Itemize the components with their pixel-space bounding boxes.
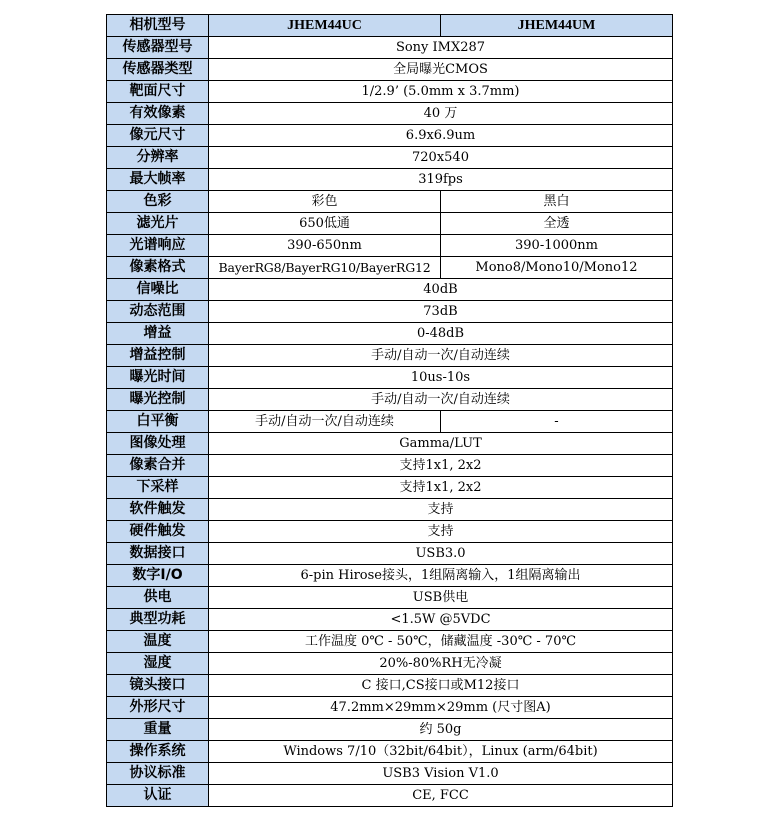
spec-label: 分辨率 [107,147,209,169]
spec-row [107,301,673,323]
spec-value-shared: 约 50g [209,719,673,741]
spec-label: 动态范围 [107,301,209,323]
spec-value-shared: 0-48dB [209,323,673,345]
spec-row [107,81,673,103]
spec-label: 镜头接口 [107,675,209,697]
spec-table [106,14,673,807]
spec-row [107,455,673,477]
spec-label: 滤光片 [107,213,209,235]
spec-label: 白平衡 [107,411,209,433]
spec-row [107,741,673,763]
spec-value-shared: 支持 [209,521,673,543]
spec-value-uc: 390-650nm [209,235,441,257]
spec-label: 最大帧率 [107,169,209,191]
spec-label: 典型功耗 [107,609,209,631]
spec-row [107,323,673,345]
spec-row [107,521,673,543]
spec-value-shared: 40dB [209,279,673,301]
spec-row [107,125,673,147]
spec-label: 像元尺寸 [107,125,209,147]
spec-label: 硬件触发 [107,521,209,543]
spec-value-shared: C 接口,CS接口或M12接口 [209,675,673,697]
spec-row [107,191,673,213]
spec-label: 重量 [107,719,209,741]
spec-label: 像素合并 [107,455,209,477]
spec-label: 色彩 [107,191,209,213]
spec-value-shared: 6-pin Hirose接头，1组隔离输入，1组隔离输出 [209,565,673,587]
spec-label: 像素格式 [107,257,209,279]
spec-value-uc: 650低通 [209,213,441,235]
spec-value-shared: 支持1x1, 2x2 [209,455,673,477]
spec-value-um: 全透 [441,213,673,235]
spec-row [107,59,673,81]
spec-row [107,389,673,411]
spec-row [107,499,673,521]
spec-value-shared: 73dB [209,301,673,323]
spec-value-shared: Gamma/LUT [209,433,673,455]
spec-label: 信噪比 [107,279,209,301]
spec-row [107,279,673,301]
spec-value-uc: 手动/自动一次/自动连续 [209,411,441,433]
spec-value-shared: 手动/自动一次/自动连续 [209,389,673,411]
spec-value-shared: 720x540 [209,147,673,169]
spec-label: 下采样 [107,477,209,499]
spec-label: 传感器型号 [107,37,209,59]
spec-value-shared: Sony IMX287 [209,37,673,59]
spec-value-uc: BayerRG8/BayerRG10/BayerRG12 [209,257,441,279]
spec-row [107,213,673,235]
spec-value-shared: 47.2mm×29mm×29mm (尺寸图A) [209,697,673,719]
spec-value-uc: 彩色 [209,191,441,213]
spec-value-shared: 支持1x1, 2x2 [209,477,673,499]
spec-value-um: - [441,411,673,433]
header-label: 相机型号 [107,15,209,37]
spec-value-shared: <1.5W @5VDC [209,609,673,631]
spec-label: 增益控制 [107,345,209,367]
spec-row [107,345,673,367]
spec-value-shared: 20%-80%RH无冷凝 [209,653,673,675]
spec-row [107,169,673,191]
spec-row [107,543,673,565]
spec-value-shared: 支持 [209,499,673,521]
spec-row [107,367,673,389]
spec-value-shared: 全局曝光CMOS [209,59,673,81]
spec-table-body [107,15,673,807]
spec-row [107,609,673,631]
spec-row [107,433,673,455]
spec-row [107,785,673,807]
spec-row [107,235,673,257]
spec-label: 软件触发 [107,499,209,521]
spec-row [107,37,673,59]
spec-value-shared: USB3.0 [209,543,673,565]
spec-row [107,719,673,741]
spec-label: 光谱响应 [107,235,209,257]
spec-label: 数据接口 [107,543,209,565]
spec-row [107,675,673,697]
spec-value-um: Mono8/Mono10/Mono12 [441,257,673,279]
spec-value-shared: 319fps [209,169,673,191]
spec-label: 认证 [107,785,209,807]
spec-row [107,653,673,675]
spec-row [107,697,673,719]
spec-row [107,763,673,785]
spec-value-shared: CE, FCC [209,785,673,807]
spec-label: 图像处理 [107,433,209,455]
spec-row [107,631,673,653]
spec-label: 曝光控制 [107,389,209,411]
model-um-header: JHEM44UM [441,15,673,37]
spec-row [107,565,673,587]
spec-label: 供电 [107,587,209,609]
spec-label: 湿度 [107,653,209,675]
spec-value-shared: 6.9x6.9um [209,125,673,147]
spec-label: 温度 [107,631,209,653]
spec-value-shared: 工作温度 0℃ - 50℃，储藏温度 -30℃ - 70℃ [209,631,673,653]
spec-label: 数字I/O [107,565,209,587]
spec-row [107,147,673,169]
spec-label: 操作系统 [107,741,209,763]
spec-value-shared: 1/2.9’ (5.0mm x 3.7mm) [209,81,673,103]
spec-row [107,257,673,279]
spec-value-shared: 手动/自动一次/自动连续 [209,345,673,367]
spec-value-shared: USB3 Vision V1.0 [209,763,673,785]
spec-row [107,103,673,125]
spec-value-shared: Windows 7/10（32bit/64bit），Linux (arm/64bit) [209,741,673,763]
spec-row [107,411,673,433]
spec-label: 有效像素 [107,103,209,125]
header-row [107,15,673,37]
spec-value-um: 黑白 [441,191,673,213]
spec-label: 增益 [107,323,209,345]
spec-value-shared: 10us-10s [209,367,673,389]
spec-label: 曝光时间 [107,367,209,389]
spec-label: 协议标准 [107,763,209,785]
spec-row [107,587,673,609]
spec-value-um: 390-1000nm [441,235,673,257]
model-uc-header: JHEM44UC [209,15,441,37]
spec-label: 靶面尺寸 [107,81,209,103]
spec-label: 传感器类型 [107,59,209,81]
spec-row [107,477,673,499]
spec-label: 外形尺寸 [107,697,209,719]
spec-value-shared: USB供电 [209,587,673,609]
spec-value-shared: 40 万 [209,103,673,125]
